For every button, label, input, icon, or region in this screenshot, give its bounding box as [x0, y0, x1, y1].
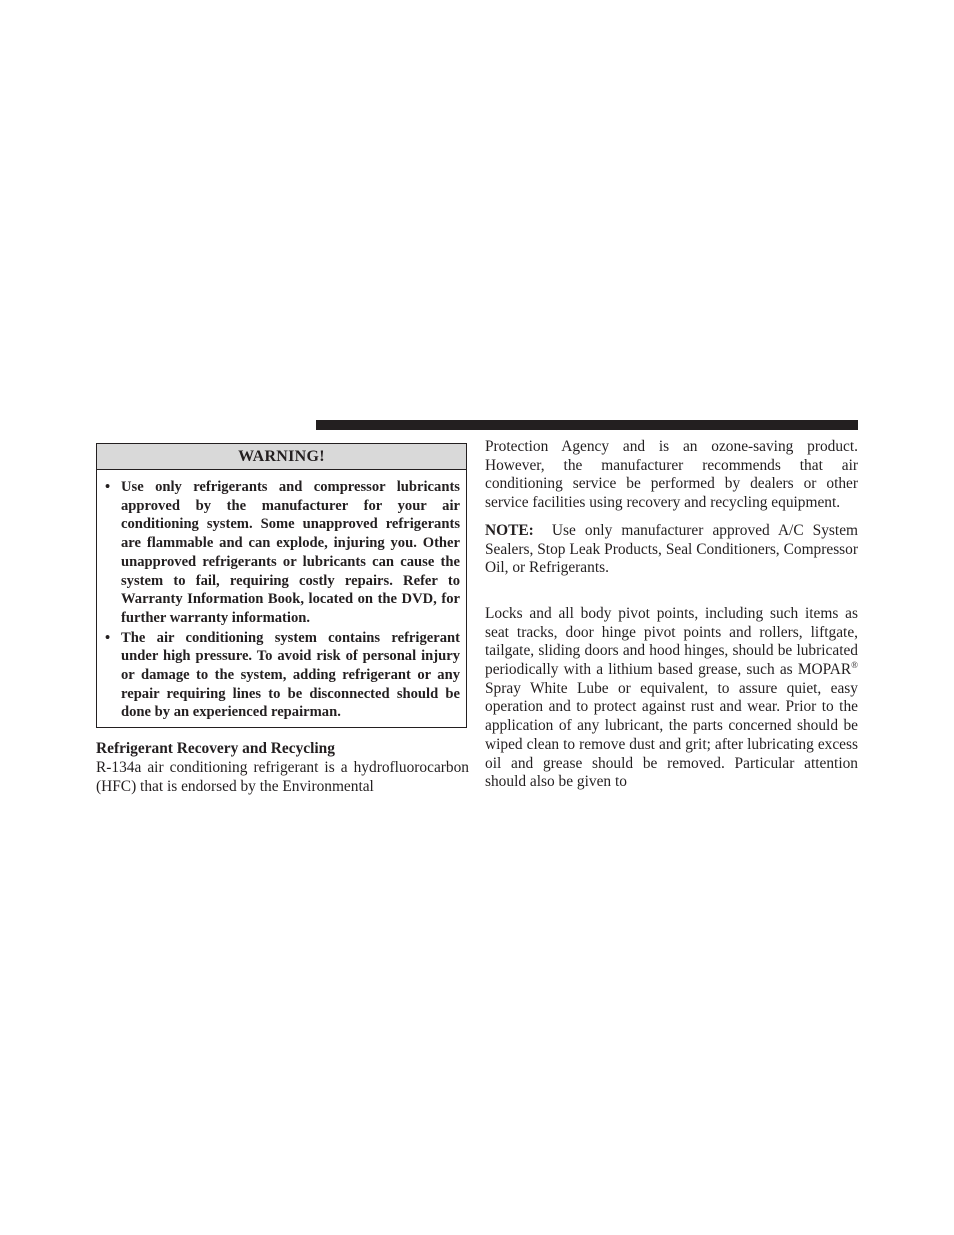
- right-column: [485, 438, 858, 792]
- body-paragraph: R-134a air conditioning refrigerant is a hydrofluorocarbon (HFC) that is endorsed by the Environmental: [96, 759, 469, 795]
- bullet-icon: •: [105, 629, 111, 646]
- note-label: NOTE:: [485, 521, 534, 539]
- lubrication-paragraph: [485, 605, 858, 792]
- lubrication-text-continued: Spray White Lube or equivalent, to assure quiet, easy operation and to protect against rust and wear. Prior to the application of any lubricant, the parts concerned should be wiped clean to remove dust and grit; after lubricating excess oil and grease should be removed. Particular attention should also be given to: [485, 679, 858, 791]
- lubrication-text: Locks and all body pivot points, including such items as seat tracks, door hinge pivot points and rollers, liftgate, tailgate, sliding doors and hood hinges, should be lubricated periodically with a lithium based grease, such as MOPAR: [485, 604, 858, 679]
- note-text: Use only manufacturer approved A/C System Sealers, Stop Leak Products, Seal Conditioners, Compressor Oil, or Refrigerants.: [485, 521, 858, 577]
- bullet-icon: •: [105, 479, 111, 495]
- header-rule: [316, 420, 858, 430]
- warning-item-text: Use only refrigerants and compressor lubricants approved by the manufacturer for your air conditioning system. Some unapproved refrigerants are flammable and can explode, injuring you. Other unapproved refrigerants or lubricants can cause the system to fail, requiring costly repairs. Refer to Warranty Information Book, located on the DVD, for further warranty information.: [121, 479, 460, 626]
- section-heading: Refrigerant Recovery and Recycling: [96, 740, 335, 757]
- note-paragraph: [485, 522, 858, 578]
- warning-list: [97, 470, 466, 722]
- registered-mark: ®: [851, 659, 858, 670]
- warning-item: [105, 629, 460, 723]
- warning-item: [105, 478, 460, 628]
- warning-box: [96, 443, 467, 728]
- warning-item-text: The air conditioning system contains refrigerant under high pressure. To avoid risk of personal injury or damage to the system, adding refrigerant or any repair requiring lines to be disconnected should be done by an experienced repairman.: [121, 629, 460, 721]
- left-column: [96, 739, 469, 796]
- body-paragraph: Protection Agency and is an ozone-saving product. However, the manufacturer recommends that air conditioning service be performed by dealers or other service facilities using recovery and recycling equipment.: [485, 438, 858, 512]
- warning-title: WARNING!: [97, 444, 466, 470]
